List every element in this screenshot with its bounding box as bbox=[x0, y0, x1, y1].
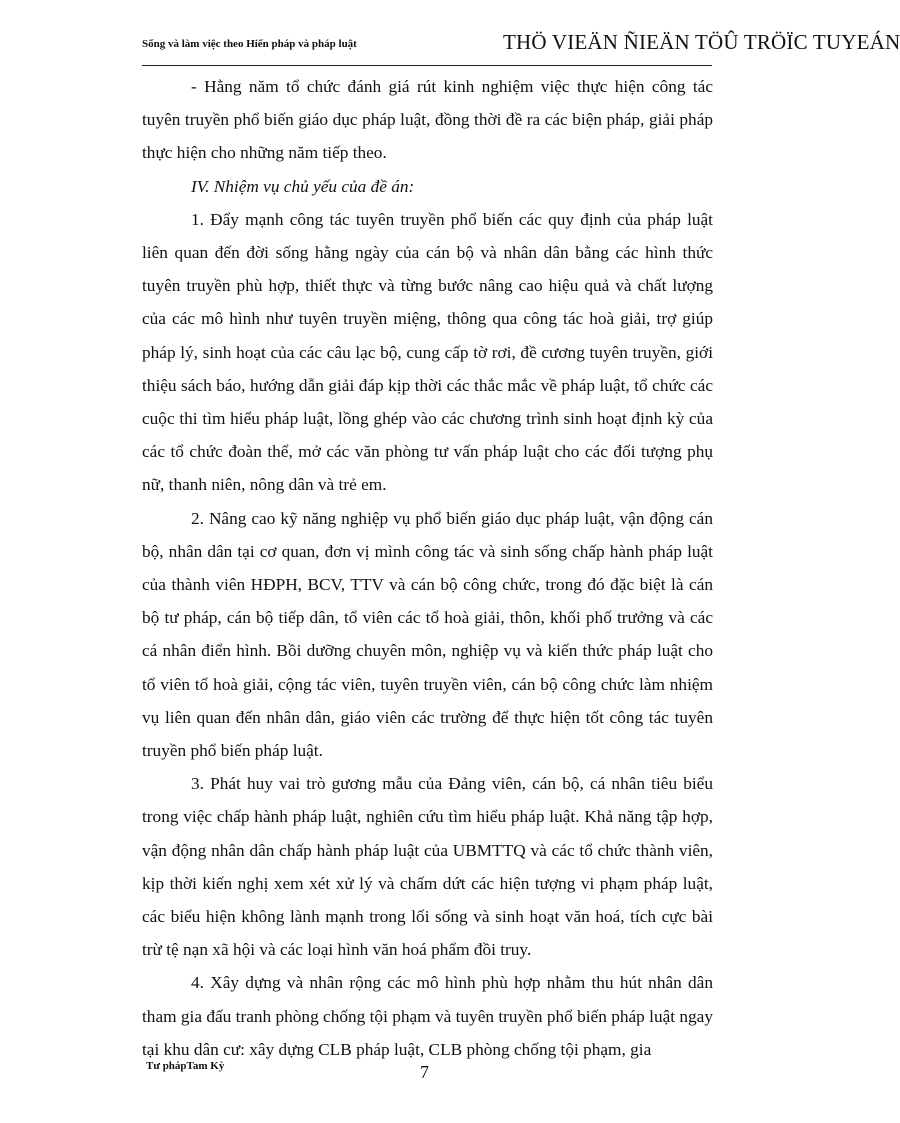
page-number: 7 bbox=[420, 1062, 429, 1082]
header-left-title: Sống và làm việc theo Hiến pháp và pháp luật bbox=[142, 38, 357, 50]
footer-source: Tư phápTam Kỳ bbox=[146, 1060, 225, 1072]
header-divider bbox=[142, 65, 712, 66]
paragraph-task-2: 2. Nâng cao kỹ năng nghiệp vụ phổ biến giáo dục pháp luật, vận động cán bộ, nhân dân tại cơ quan, đơn vị mình công tác và sinh sống chấp hành pháp luật của thành viên HĐPH, BCV, TTV và cán bộ công chức, trong đó đặc biệt là cán bộ tư pháp, cán bộ tiếp dân, tổ viên các tổ hoà giải, thôn, khối phố trưởng và các cá nhân điển hình. Bồi dưỡng chuyên môn, nghiệp vụ và kiến thức pháp luật cho tổ viên tổ hoà giải, cộng tác viên, tuyên truyền viên, cán bộ công chức làm nhiệm vụ liên quan đến nhân dân, giáo viên các trường để thực hiện tốt công tác tuyên truyền phổ biến pháp luật. bbox=[142, 508, 713, 761]
paragraph-task-3: 3. Phát huy vai trò gương mẫu của Đảng viên, cán bộ, cá nhân tiêu biểu trong việc chấp hành pháp luật, nghiên cứu tìm hiểu pháp luật. Khả năng tập hợp, vận động nhân dân chấp hành pháp luật của UBMTTQ và các tổ chức thành viên, kịp thời kiến nghị xem xét xử lý và chấm dứt các hiện tượng vi phạm pháp luật, các biểu hiện không lành mạnh trong lối sống và sinh hoạt văn hoá, tích cực bài trừ tệ nạn xã hội và các loại hình văn hoá phẩm đồi truy. bbox=[142, 774, 713, 960]
paragraph-task-1: 1. Đẩy mạnh công tác tuyên truyền phổ biến các quy định của pháp luật liên quan đến đời sống hằng ngày của cán bộ và nhân dân bằng các hình thức tuyên truyền phù hợp, thiết thực và từng bước nâng cao hiệu quả và chất lượng của các mô hình như tuyên truyền miệng, thông qua công tác hoà giải, trợ giúp pháp lý, sinh hoạt của các câu lạc bộ, cung cấp tờ rơi, đề cương tuyên truyền, giới thiệu sách báo, hướng dẫn giải đáp kịp thời các thắc mắc về pháp luật, tổ chức các cuộc thi tìm hiểu pháp luật, lồng ghép vào các chương trình sinh hoạt định kỳ của các tổ chức đoàn thể, mở các văn phòng tư vấn pháp luật cho các đối tượng phụ nữ, thanh niên, nông dân và trẻ em. bbox=[142, 209, 713, 495]
paragraph-annual-review: - Hằng năm tổ chức đánh giá rút kinh nghiệm việc thực hiện công tác tuyên truyền phổ biến giáo dục pháp luật, đồng thời đề ra các biện pháp, giải pháp thực hiện cho những năm tiếp theo. bbox=[142, 77, 713, 163]
section-heading-iv: IV. Nhiệm vụ chủ yếu của đề án: bbox=[191, 176, 415, 196]
document-body bbox=[142, 70, 713, 1066]
header-right-title: THÖ VIEÄN ÑIEÄN TÖÛ TRÖÏC TUYEÁN bbox=[503, 30, 900, 54]
paragraph-task-4: 4. Xây dựng và nhân rộng các mô hình phù hợp nhằm thu hút nhân dân tham gia đấu tranh phòng chống tội phạm và tuyên truyền phổ biến pháp luật ngay tại khu dân cư: xây dựng CLB pháp luật, CLB phòng chống tội phạm, gia bbox=[142, 973, 713, 1059]
